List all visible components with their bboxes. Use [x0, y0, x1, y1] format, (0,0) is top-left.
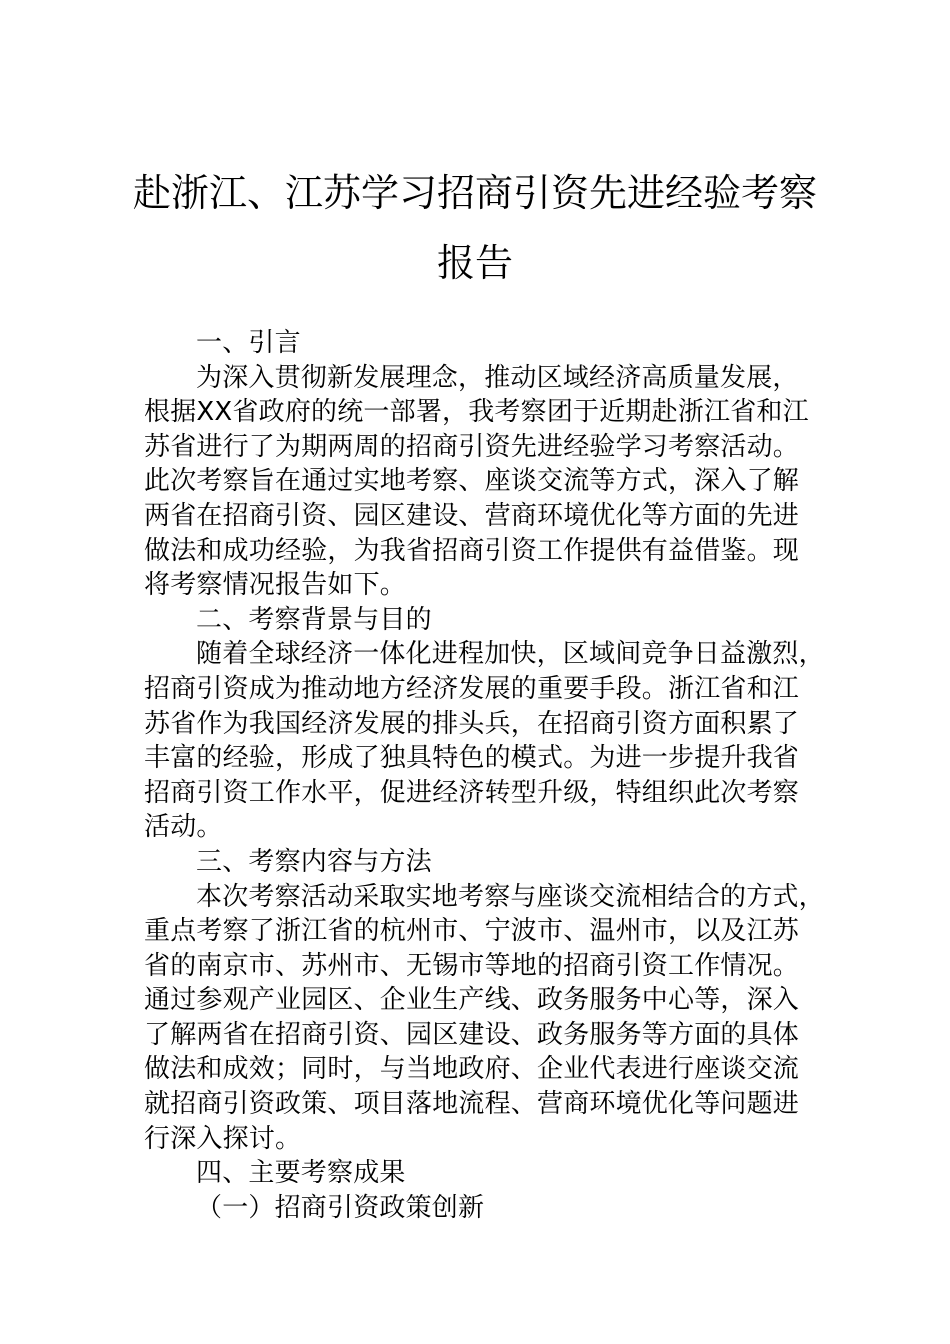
- paragraph: [144, 361, 814, 603]
- paragraph-line: 根据XX省政府的统一部署，我考察团于近期赴浙江省和江: [144, 397, 809, 428]
- paragraph-line: 重点考察了浙江省的杭州市、宁波市、温州市，以及江苏: [144, 916, 800, 947]
- heading-text: 四、主要考察成果: [196, 1158, 406, 1189]
- paragraph-line: 苏省作为我国经济发展的排头兵，在招商引资方面积累了: [144, 708, 800, 739]
- paragraph-line: 做法和成功经验，为我省招商引资工作提供有益借鉴。现: [144, 535, 800, 566]
- paragraph-line: 通过参观产业园区、企业生产线、政务服务中心等，深入: [144, 985, 800, 1016]
- paragraph-line: 省的南京市、苏州市、无锡市等地的招商引资工作情况。: [144, 950, 800, 981]
- paragraph-line: 行深入探讨。: [144, 1123, 302, 1154]
- paragraph-line: 随着全球经济一体化进程加快，区域间竞争日益激烈，: [196, 639, 825, 670]
- paragraph-line: 两省在招商引资、园区建设、营商环境优化等方面的先进: [144, 500, 800, 531]
- section-heading: [144, 845, 814, 880]
- heading-text: （一）招商引资政策创新: [196, 1192, 485, 1223]
- document-title: [0, 158, 950, 298]
- paragraph-line: 做法和成效；同时，与当地政府、企业代表进行座谈交流: [144, 1054, 800, 1085]
- section-heading: [144, 326, 814, 361]
- heading-text: 一、引言: [196, 328, 301, 358]
- paragraph-line: 招商引资成为推动地方经济发展的重要手段。浙江省和江: [144, 673, 800, 704]
- paragraph: [144, 637, 825, 845]
- paragraph-line: 将考察情况报告如下。: [144, 570, 407, 601]
- section-heading: [144, 1191, 814, 1226]
- heading-text: 三、考察内容与方法: [196, 846, 432, 877]
- paragraph-line: 招商引资工作水平，促进经济转型升级，特组织此次考察: [144, 777, 800, 808]
- paragraph-line: 丰富的经验，形成了独具特色的模式。为进一步提升我省: [144, 743, 800, 774]
- title-line: 报告: [436, 241, 513, 285]
- section-heading: [144, 603, 814, 638]
- paragraph-line: 本次考察活动采取实地考察与座谈交流相结合的方式，: [196, 881, 825, 912]
- paragraph: [144, 880, 825, 1157]
- title-line: 赴浙江、江苏学习招商引资先进经验考察: [132, 171, 817, 215]
- paragraph-line: 了解两省在招商引资、园区建设、政务服务等方面的具体: [144, 1019, 800, 1050]
- paragraph-line: 活动。: [144, 812, 223, 843]
- heading-text: 二、考察背景与目的: [196, 604, 432, 635]
- paragraph-line: 苏省进行了为期两周的招商引资先进经验学习考察活动。: [144, 431, 800, 462]
- paragraph-line: 为深入贯彻新发展理念，推动区域经济高质量发展，: [196, 362, 799, 393]
- paragraph-line: 就招商引资政策、项目落地流程、营商环境优化等问题进: [144, 1089, 800, 1120]
- paragraph-line: 此次考察旨在通过实地考察、座谈交流等方式，深入了解: [144, 466, 800, 497]
- section-heading: [144, 1156, 814, 1191]
- document-body: [144, 326, 825, 1225]
